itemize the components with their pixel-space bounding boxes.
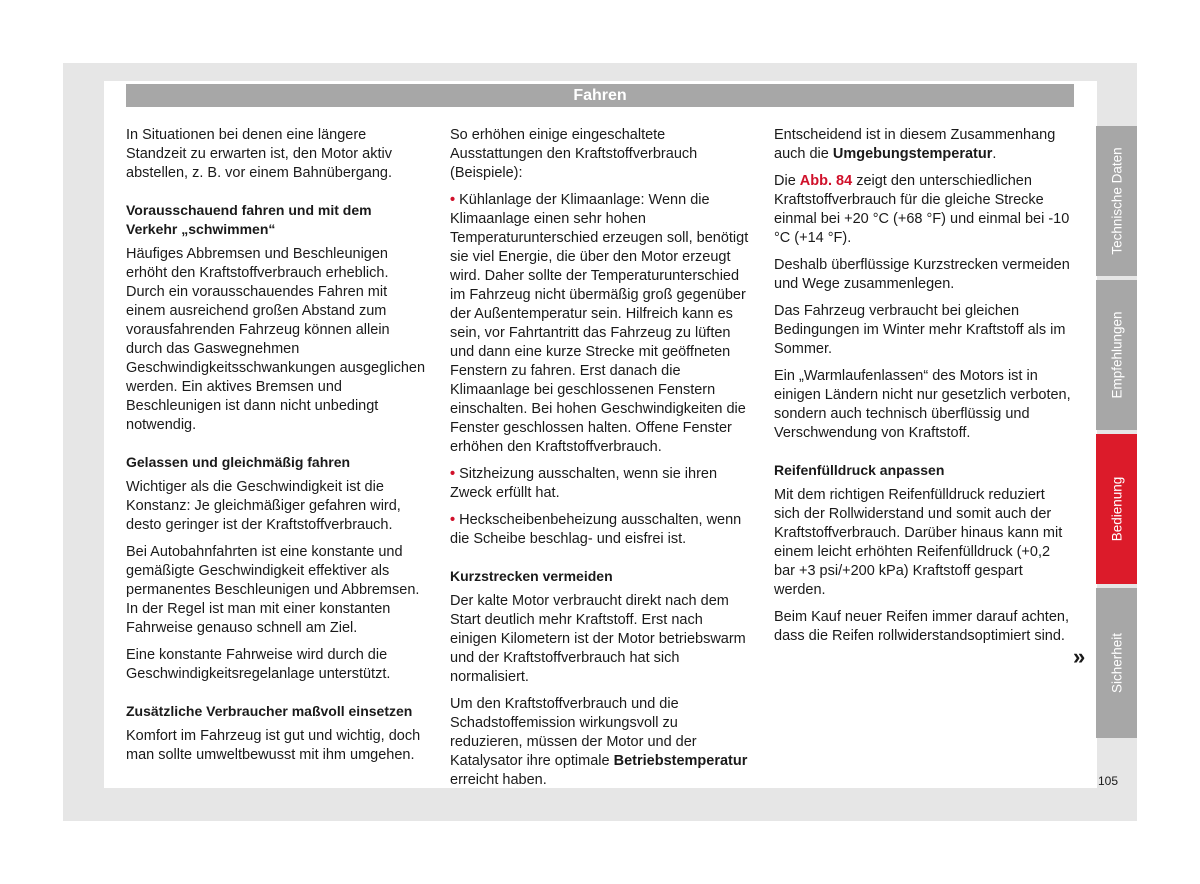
page-title: Fahren [126, 84, 1074, 107]
bullet-icon: • [450, 466, 456, 482]
tab-label: Sicherheit [1109, 632, 1124, 694]
section-heading: Zusätzliche Verbraucher maßvoll einsetzen [126, 703, 413, 719]
paragraph: Komfort im Fahrzeug ist gut und wichtig, doch man sollte umweltbewusst mit ihm umgehen. [126, 728, 421, 763]
tab-technische-daten[interactable] [1096, 126, 1137, 276]
paragraph: Das Fahrzeug verbraucht bei gleichen Bedingungen im Winter mehr Kraftstoff als im Sommer. [774, 303, 1066, 357]
bullet-icon: • [450, 192, 456, 208]
bullet-icon: • [450, 512, 456, 528]
tab-label: Bedienung [1109, 476, 1124, 542]
text-column-2 [450, 126, 750, 798]
paragraph: Bei Autobahnfahrten ist eine konstante und gemäßigte Geschwindigkeit effektiver als permanentes Beschleunigen und Abbremsen. In der Regel ist man mit einer konstanten Fahrweise genauso schnell am Ziel. [126, 544, 420, 636]
paragraph: Entscheidend ist in diesem Zusammenhang auch die Umgebungstemperatur. [774, 127, 1056, 162]
section-heading: Kurzstrecken vermeiden [450, 568, 613, 584]
section-heading: Reifenfülldruck anpassen [774, 462, 945, 478]
paragraph: So erhöhen einige eingeschaltete Ausstattungen den Kraftstoffverbrauch (Beispiele): [450, 127, 698, 181]
paragraph: Ein „Warmlaufenlassen“ des Motors ist in einigen Ländern nicht nur gesetzlich verboten, sondern auch technisch überflüssig und Verschwendung von Kraftstoff. [774, 368, 1071, 441]
paragraph: Beim Kauf neuer Reifen immer darauf achten, dass die Reifen rollwiderstandsoptimiert sind. [774, 609, 1069, 644]
paragraph: Die Abb. 84 zeigt den unterschiedlichen Kraftstoffverbrauch für die gleiche Strecke einmal bei +20 °C (+68 °F) und einmal bei -10 °C (+14 °F). [774, 173, 1070, 246]
paragraph: In Situationen bei denen eine längere Standzeit zu erwarten ist, den Motor aktiv abstellen, z. B. vor einem Bahnübergang. [126, 127, 392, 181]
paragraph: Um den Kraftstoffverbrauch und die Schadstoffemission wirkungsvoll zu reduzieren, müssen der Motor und der Katalysator ihre optimale Betriebstemperatur erreicht haben. [450, 696, 748, 788]
paragraph: Deshalb überflüssige Kurzstrecken vermeiden und Wege zusammenlegen. [774, 257, 1070, 292]
section-heading: Vorausschauend fahren und mit dem Verkehr „schwimmen“ [126, 202, 372, 237]
page-number: 105 [1098, 774, 1119, 788]
text-column-1 [126, 126, 426, 773]
paragraph: Eine konstante Fahrweise wird durch die Geschwindigkeitsregelanlage unterstützt. [126, 647, 391, 682]
bullet-item: • Heckscheibenbeheizung ausschalten, wenn die Scheibe beschlag- und eisfrei ist. [450, 512, 742, 547]
tab-label: Technische Daten [1109, 147, 1124, 255]
bullet-item: • Kühlanlage der Klimaanlage: Wenn die Klimaanlage einen sehr hohen Temperaturunterschied erzeugen soll, benötigt sie viel Energie, die über den Motor erzeugt wird. Daher sollte der Temperaturunterschied im Fahrzeug nicht übermäßig groß gegenüber der Außentemperatur sein. Hilfreich kann es sein, vor Fahrtantritt das Fahrzeug zu lüften und dann eine kurze Strecke mit geöffneten Fenstern zu fahren. Erst danach die Klimaanlage bei geschlossenen Fenstern einschalten. Bei hohen Geschwindigkeiten die Fenster geschlossen halten. Offene Fenster erhöhen den Kraftstoffverbrauch. [450, 192, 749, 455]
tab-bedienung[interactable] [1096, 434, 1137, 584]
figure-reference-link[interactable]: Abb. 84 [799, 173, 853, 189]
paragraph: Mit dem richtigen Reifenfülldruck reduziert sich der Rollwiderstand und somit auch der Kraftstoffverbrauch. Darüber hinaus kann mit einem leicht erhöhten Reifenfülldruck (+0,2 bar +3 psi/+200 kPa) Kraftstoff gespart werden. [774, 487, 1063, 598]
bullet-item: • Sitzheizung ausschalten, wenn sie ihren Zweck erfüllt hat. [450, 466, 718, 501]
text-column-3 [774, 126, 1074, 654]
paragraph: Häufiges Abbremsen und Beschleunigen erhöht den Kraftstoffverbrauch erheblich. Durch ein vorausschauendes Fahren mit einem ausreichend großen Abstand zum vorausfahrenden Fahrzeug können allein durch das Gaswegnehmen Geschwindigkeitsschwankungen ausgeglichen werden. Ein aktives Bremsen und Beschleunigen ist dann nicht unbedingt notwendig. [126, 246, 426, 433]
paragraph: Der kalte Motor verbraucht direkt nach dem Start deutlich mehr Kraftstoff. Erst nach einigen Kilometern ist der Motor betriebswarm und der Kraftstoffverbrauch hat sich normalisiert. [450, 593, 746, 685]
tab-label: Empfehlungen [1109, 311, 1124, 399]
tab-empfehlungen[interactable] [1096, 280, 1137, 430]
tab-sicherheit[interactable] [1096, 588, 1137, 738]
section-heading: Gelassen und gleichmäßig fahren [126, 454, 351, 470]
continue-arrow-icon: » [1073, 644, 1086, 669]
paragraph: Wichtiger als die Geschwindigkeit ist die Konstanz: Je gleichmäßiger gefahren wird, desto geringer ist der Kraftstoffverbrauch. [126, 479, 401, 533]
